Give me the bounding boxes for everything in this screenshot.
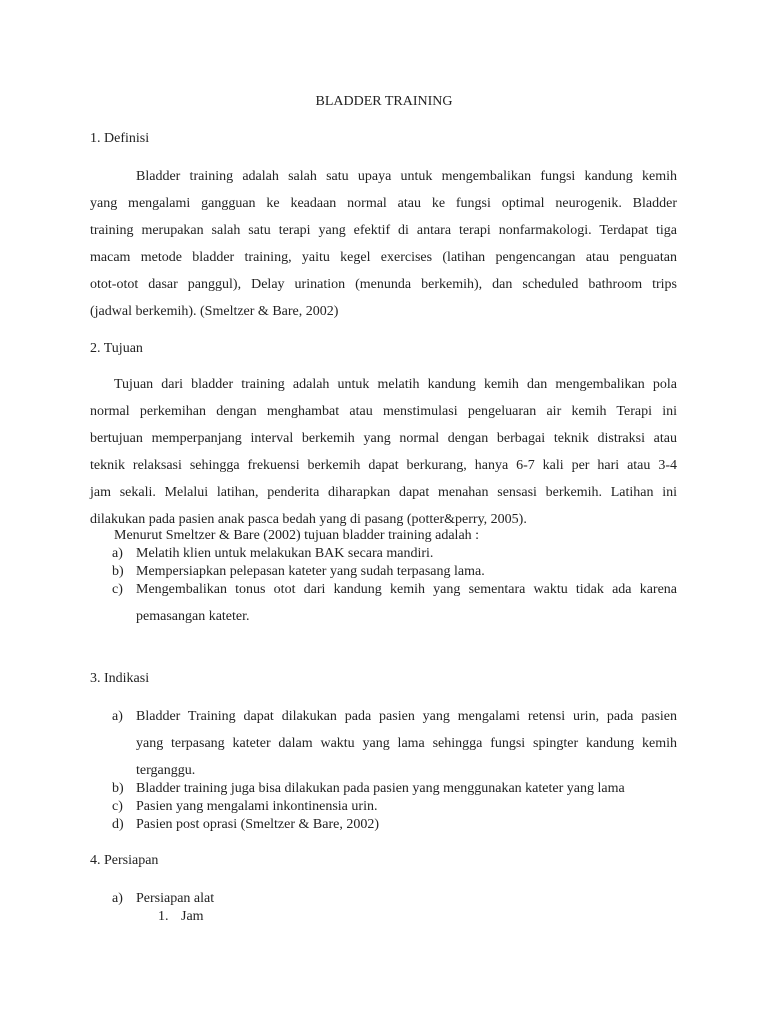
paragraph-line: training merupakan salah satu terapi yang efektif di antara terapi nonfarmakologi. Terdapat tiga [90, 223, 677, 238]
list-item-text: yang terpasang kateter dalam waktu yang lama sehingga fungsi spingter kandung kemih [136, 736, 677, 751]
paragraph-line: teknik relaksasi sehingga frekuensi berkemih dapat berkurang, hanya 6-7 kali per hari atau 3-4 [90, 458, 677, 473]
paragraph-line: Bladder training adalah salah satu upaya untuk mengembalikan fungsi kandung kemih [136, 169, 677, 184]
section-heading-indikasi: 3. Indikasi [90, 671, 150, 686]
list-item-text: Mempersiapkan pelepasan kateter yang sudah terpasang lama. [136, 564, 485, 579]
list-item [112, 545, 677, 563]
paragraph-tujuan [90, 371, 677, 533]
list-item-text: Mengembalikan tonus otot dari kandung kemih yang sementara waktu tidak ada karena [136, 582, 677, 597]
section-heading-definisi: 1. Definisi [90, 131, 150, 146]
paragraph-line: macam metode bladder training, yaitu kegel exercises (latihan pengencangan atau penguatan [90, 250, 677, 265]
paragraph-line: Tujuan dari bladder training adalah untuk melatih kandung kemih dan mengembalikan pola [114, 377, 677, 392]
list-marker: d) [112, 817, 124, 832]
list-item-text: terganggu. [136, 763, 196, 778]
list-item [112, 563, 677, 581]
list-marker: b) [112, 564, 124, 579]
list-marker: c) [112, 582, 123, 597]
paragraph-line: jam sekali. Melalui latihan, penderita diharapkan dapat menahan sensasi berkemih. Latihan ini [90, 485, 677, 500]
paragraph-line: bertujuan memperpanjang interval berkemih yang normal dengan berbagai teknik distraksi atau [90, 431, 677, 446]
list-item-text: Bladder Training dapat dilakukan pada pasien yang mengalami retensi urin, pada pasien [136, 709, 677, 724]
list-item [112, 780, 677, 798]
paragraph-line: otot-otot dasar panggul), Delay urination (menunda berkemih), dan scheduled bathroom trips [90, 277, 677, 292]
list-item [112, 816, 677, 834]
list-item-text: Persiapan alat [136, 891, 215, 906]
list-item-text: Bladder training juga bisa dilakukan pada pasien yang menggunakan kateter yang lama [136, 781, 625, 796]
paragraph-line: dilakukan pada pasien anak pasca bedah yang di pasang (potter&perry, 2005). [90, 512, 527, 527]
list-marker: a) [112, 546, 123, 561]
sublist-item-text: Jam [181, 909, 204, 924]
paragraph-line: yang mengalami gangguan ke keadaan normal atau ke fungsi optimal neurogenik. Bladder [90, 196, 677, 211]
sublist-marker: 1. [158, 909, 169, 924]
list-marker: c) [112, 799, 123, 814]
list-item-text: Pasien post oprasi (Smeltzer & Bare, 2002) [136, 817, 380, 832]
section-heading-tujuan: 2. Tujuan [90, 341, 143, 356]
list-marker: a) [112, 891, 123, 906]
document-title: BLADDER TRAINING [315, 94, 453, 109]
list-marker: b) [112, 781, 124, 796]
list-item-text: Pasien yang mengalami inkontinensia urin. [136, 799, 378, 814]
list-item-text: pemasangan kateter. [136, 609, 250, 624]
list-item-text: Melatih klien untuk melakukan BAK secara mandiri. [136, 546, 434, 561]
section-heading-persiapan: 4. Persiapan [90, 853, 159, 868]
list-item [112, 890, 677, 908]
paragraph-line: (jadwal berkemih). (Smeltzer & Bare, 2002) [90, 304, 339, 319]
paragraph-definisi [90, 163, 677, 325]
tujuan-intro: Menurut Smeltzer & Bare (2002) tujuan bladder training adalah : [114, 528, 480, 543]
paragraph-line: normal perkemihan dengan menghambat atau menstimulasi pengeluaran air kemih Terapi ini [90, 404, 677, 419]
list-item [112, 798, 677, 816]
list-marker: a) [112, 709, 123, 724]
